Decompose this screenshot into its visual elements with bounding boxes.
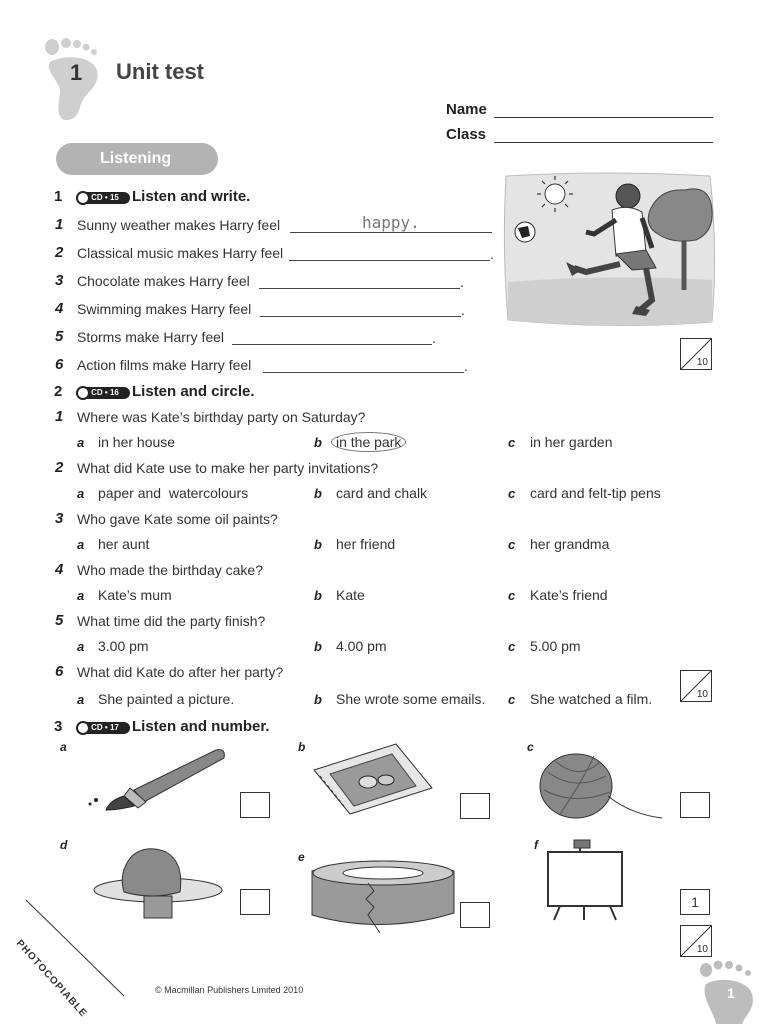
option-letter: a xyxy=(77,435,85,450)
item-number: 1 xyxy=(55,216,64,233)
option-letter: c xyxy=(508,435,516,450)
item-number: 6 xyxy=(55,356,64,373)
option-letter: a xyxy=(77,537,85,552)
answer-blank[interactable] xyxy=(232,344,432,345)
item-number: 5 xyxy=(55,328,64,345)
option-letter: c xyxy=(508,537,516,552)
option[interactable]: her grandma xyxy=(530,536,610,552)
item-end: . xyxy=(460,274,464,290)
number-answer-box[interactable] xyxy=(460,793,490,819)
option[interactable]: card and chalk xyxy=(336,485,428,501)
ball-of-string-icon xyxy=(534,742,664,828)
answer-blank[interactable] xyxy=(263,372,464,373)
number-answer-box[interactable] xyxy=(460,902,490,928)
answer-blank[interactable] xyxy=(290,232,492,233)
option[interactable]: 4.00 pm xyxy=(336,638,387,654)
question-number: 1 xyxy=(55,408,64,425)
picture-letter: b xyxy=(298,740,306,754)
roll-of-tape-icon xyxy=(308,855,458,935)
option[interactable]: paper and watercolours xyxy=(98,485,249,501)
option-letter: b xyxy=(314,692,322,707)
option[interactable]: Kate’s friend xyxy=(530,587,608,603)
question-text: What did Kate do after her party? xyxy=(77,664,284,680)
question-number: 4 xyxy=(55,561,64,578)
option-letter: b xyxy=(314,588,322,603)
option[interactable]: Kate xyxy=(336,587,365,603)
section-1-title: Listen and write. xyxy=(132,188,251,205)
section-3-number: 3 xyxy=(54,718,63,735)
option-letter: c xyxy=(508,588,516,603)
question-number: 6 xyxy=(55,663,64,680)
option[interactable]: She painted a picture. xyxy=(98,691,235,707)
number-answer-box[interactable] xyxy=(240,889,270,915)
score-box-section-3[interactable] xyxy=(680,925,712,957)
section-1-number: 1 xyxy=(54,188,63,205)
answer-blank[interactable] xyxy=(289,260,490,261)
question-text: What time did the party finish? xyxy=(77,613,266,629)
page-title: Unit test xyxy=(116,59,204,84)
option[interactable]: in her house xyxy=(98,434,176,450)
picture-letter: f xyxy=(534,838,538,852)
option-letter: a xyxy=(77,588,85,603)
paintbrush-icon xyxy=(84,744,234,814)
section-pill: Listening xyxy=(56,143,218,175)
photocopiable-label: PHOTOCOPIABLE xyxy=(13,938,89,1020)
question-number: 3 xyxy=(55,510,64,527)
section-2-title: Listen and circle. xyxy=(132,383,255,400)
item-text: Storms make Harry feel xyxy=(77,329,225,345)
item-text: Sunny weather makes Harry feel xyxy=(77,217,281,233)
option-letter: b xyxy=(314,486,322,501)
option[interactable]: She watched a film. xyxy=(530,691,653,707)
option-letter: a xyxy=(77,692,85,707)
option[interactable]: She wrote some emails. xyxy=(336,691,486,707)
score-box-section-2[interactable] xyxy=(680,670,712,702)
option-letter: c xyxy=(508,486,516,501)
name-field[interactable] xyxy=(494,117,713,118)
answer-blank[interactable] xyxy=(260,316,461,317)
section-2-number: 2 xyxy=(54,383,63,400)
option[interactable]: 5.00 pm xyxy=(530,638,581,654)
question-number: 2 xyxy=(55,459,64,476)
option-letter: a xyxy=(77,639,85,654)
item-end: . xyxy=(461,302,465,318)
option[interactable]: Kate’s mum xyxy=(98,587,172,603)
option-letter: a xyxy=(77,486,85,501)
option[interactable]: card and felt-tip pens xyxy=(530,485,661,501)
item-number: 3 xyxy=(55,272,64,289)
question-number: 5 xyxy=(55,612,64,629)
number-answer-box[interactable] xyxy=(240,792,270,818)
canvas-on-easel-icon xyxy=(540,838,630,922)
item-end: . xyxy=(432,330,436,346)
question-text: What did Kate use to make her party invitations? xyxy=(77,460,379,476)
score-max: 10 xyxy=(696,944,708,955)
option-letter: b xyxy=(314,639,322,654)
cd-track-badge: CD • 17 xyxy=(80,722,130,734)
score-box-section-1[interactable] xyxy=(680,338,712,370)
picture-letter: a xyxy=(60,740,67,754)
class-field[interactable] xyxy=(494,142,713,143)
item-text: Classical music makes Harry feel xyxy=(77,245,284,261)
picture-letter: c xyxy=(527,740,534,754)
option[interactable]: her friend xyxy=(336,536,396,552)
option[interactable]: her aunt xyxy=(98,536,150,552)
item-number: 4 xyxy=(55,300,64,317)
item-end: . xyxy=(490,246,494,262)
item-text: Chocolate makes Harry feel xyxy=(77,273,250,289)
option[interactable]: 3.00 pm xyxy=(98,638,149,654)
item-number: 2 xyxy=(55,244,64,261)
option-letter: b xyxy=(314,537,322,552)
option-letter: b xyxy=(314,435,322,450)
question-text: Who gave Kate some oil paints? xyxy=(77,511,278,527)
score-max: 10 xyxy=(696,689,708,700)
number-answer-box[interactable]: 1 xyxy=(680,889,710,915)
item-end: . xyxy=(464,358,468,374)
option[interactable]: in her garden xyxy=(530,434,613,450)
boy-kicking-ball-illustration xyxy=(500,170,718,330)
item-text: Swimming makes Harry feel xyxy=(77,301,252,317)
copyright: © Macmillan Publishers Limited 2010 xyxy=(155,985,304,995)
option-circled[interactable]: in the park xyxy=(331,432,406,452)
cd-track-badge: CD • 16 xyxy=(80,387,130,399)
picture-letter: d xyxy=(60,838,68,852)
name-label: Name xyxy=(446,101,487,118)
cd-track-badge: CD • 15 xyxy=(80,192,130,204)
item-text: Action films make Harry feel xyxy=(77,357,252,373)
class-label: Class xyxy=(446,126,487,143)
handwritten-answer: happy. xyxy=(362,213,420,232)
section-3-title: Listen and number. xyxy=(132,718,270,735)
picture-letter: e xyxy=(298,850,305,864)
score-max: 10 xyxy=(696,357,708,368)
option-letter: c xyxy=(508,692,516,707)
page-number: 1 xyxy=(727,985,735,1001)
sketchbook-icon xyxy=(310,742,435,817)
number-answer-box[interactable] xyxy=(680,792,710,818)
unit-number: 1 xyxy=(70,60,83,85)
question-text: Who made the birthday cake? xyxy=(77,562,263,578)
answer-blank[interactable] xyxy=(259,288,460,289)
question-text: Where was Kate’s birthday party on Saturday? xyxy=(77,409,366,425)
option-letter: c xyxy=(508,639,516,654)
